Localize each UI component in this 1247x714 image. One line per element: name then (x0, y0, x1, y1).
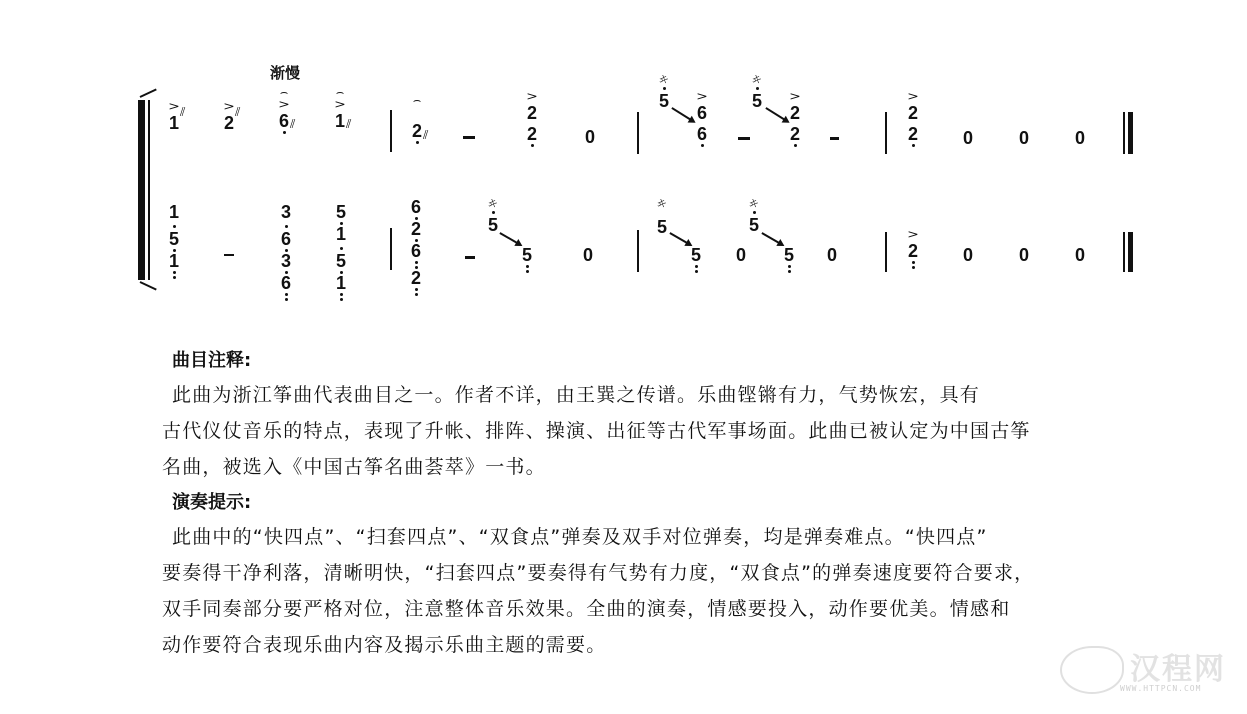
note: ⌢ 2 ⫽ (405, 96, 429, 144)
watermark-url: WWW.HTTPCN.COM (1120, 684, 1202, 693)
final-barline-thick (1128, 112, 1133, 154)
text-line: 双手同奏部分要严格对位，注意整体音乐效果。全曲的演奏，情感要投入，动作要优美。情感和 (162, 598, 1011, 620)
text-line: 古代仪仗音乐的特点，表现了升帐、排阵、操演、出征等古代军事场面。此曲已被认定为中国古筝 (162, 420, 1031, 442)
watermark-brand: 汉程网 (1130, 652, 1226, 687)
tremolo-icon: ⫽ (423, 128, 426, 142)
accent-mark: > (696, 90, 708, 104)
fermata-icon: ⌢ (412, 93, 422, 108)
sheet-music-score (0, 0, 1247, 330)
text-line: 要奏得干净利落，清晰明快，“扫套四点”要奏得有气势有力度，“双食点”的弹奏速度要符合要求， (162, 562, 1035, 584)
note: > 2 ⫽ (217, 100, 241, 135)
accent-mark: > (334, 98, 346, 112)
note: > 1 ⫽ (162, 100, 186, 135)
performance-heading: 演奏提示: (172, 492, 252, 513)
note-dyad: > 2 2 (783, 90, 807, 147)
accent-mark: > (223, 100, 235, 114)
notes-paragraph (162, 377, 1132, 485)
notes-heading: 曲目注释: (172, 350, 252, 371)
dragon-logo-icon (1060, 646, 1124, 694)
commentary (162, 345, 1132, 663)
barline (637, 112, 639, 154)
barline (885, 232, 887, 272)
rest: 0 (1018, 245, 1029, 265)
slide-arrow (500, 232, 522, 245)
rest: 0 (1074, 245, 1085, 265)
grace-note: ヰ 5 (652, 76, 676, 113)
note: ⌢ > 6 ⫽ (272, 88, 296, 134)
rest: 0 (826, 245, 837, 265)
tremolo-icon: ⫽ (235, 105, 238, 119)
accent-mark: > (907, 228, 919, 242)
barline (390, 110, 392, 152)
tremolo-icon: ⫽ (180, 105, 183, 119)
dash-sustain (463, 136, 475, 139)
text-line: 动作要符合表现乐曲内容及揭示乐曲主题的需要。 (162, 634, 607, 656)
brace-top-hook (140, 88, 157, 97)
text-line: 此曲为浙江筝曲代表曲目之一。作者不详，由王巽之传谱。乐曲铿锵有力，气势恢宏，具有 (172, 384, 981, 406)
dash-sustain (224, 254, 234, 256)
note: 5 (777, 246, 801, 273)
dash-sustain (465, 256, 475, 259)
final-barline-thin (1123, 232, 1125, 272)
slide-arrow (762, 232, 784, 245)
note: > 2 (901, 228, 925, 269)
rest: 0 (582, 245, 593, 265)
dash-sustain (830, 137, 839, 140)
final-barline-thick (1128, 232, 1133, 272)
rest: 0 (1074, 128, 1085, 148)
note: 5 (515, 246, 539, 273)
performance-paragraph (162, 519, 1132, 663)
barline (885, 112, 887, 154)
tremolo-icon: ⫽ (346, 117, 349, 131)
accent-mark: > (278, 98, 290, 112)
ornament-icon: ヰ (657, 73, 671, 88)
ornament-icon: ヰ (486, 197, 500, 212)
dash-sustain (738, 137, 750, 140)
accent-mark: > (168, 100, 180, 114)
note-dyad: > 6 6 (690, 90, 714, 147)
final-barline-thin (1123, 112, 1125, 154)
ornament-icon: ヰ (655, 197, 669, 212)
rest: 0 (962, 245, 973, 265)
system-brace (138, 100, 145, 280)
accent-mark: > (789, 90, 801, 104)
barline (637, 230, 639, 272)
chord: 3 6 3 6 (274, 203, 298, 301)
ornament-icon: ヰ (747, 197, 761, 212)
brace-bottom-hook (140, 281, 157, 290)
ornament-icon: ヰ (750, 73, 764, 88)
note-dyad: > 2 2 (901, 90, 925, 147)
rest: 0 (584, 127, 595, 147)
chord: 1 5 1 (162, 203, 186, 279)
accent-mark: > (526, 90, 538, 104)
fermata-icon: ⌢ (279, 85, 289, 100)
rest: 0 (1018, 128, 1029, 148)
grace-note: ヰ 5 (742, 200, 766, 237)
system-brace-thin-line (148, 100, 150, 280)
text-line: 名曲，被选入《中国古筝名曲荟萃》一书。 (162, 456, 546, 478)
accent-mark: > (907, 90, 919, 104)
chord: 6 2 6 2 (404, 198, 428, 296)
chord: 5 1 5 1 (329, 203, 353, 301)
site-watermark (1060, 640, 1240, 700)
tremolo-icon: ⫽ (290, 117, 293, 131)
grace-note: ヰ 5 (481, 200, 505, 237)
rest: 0 (735, 245, 746, 265)
barline (390, 228, 392, 270)
grace-note: ヰ 5 (650, 200, 674, 239)
rest: 0 (962, 128, 973, 148)
grace-note: ヰ 5 (745, 76, 769, 113)
tempo-marking: 渐慢 (270, 64, 301, 82)
note: 5 (684, 246, 708, 273)
note-dyad: > 2 2 (520, 90, 544, 147)
note: ⌢ > 1 ⫽ (328, 88, 352, 133)
fermata-icon: ⌢ (335, 85, 345, 100)
text-line: 此曲中的“快四点”、“扫套四点”、“双食点”弹奏及双手对位弹奏，均是弹奏难点。“快四点” (172, 526, 988, 548)
